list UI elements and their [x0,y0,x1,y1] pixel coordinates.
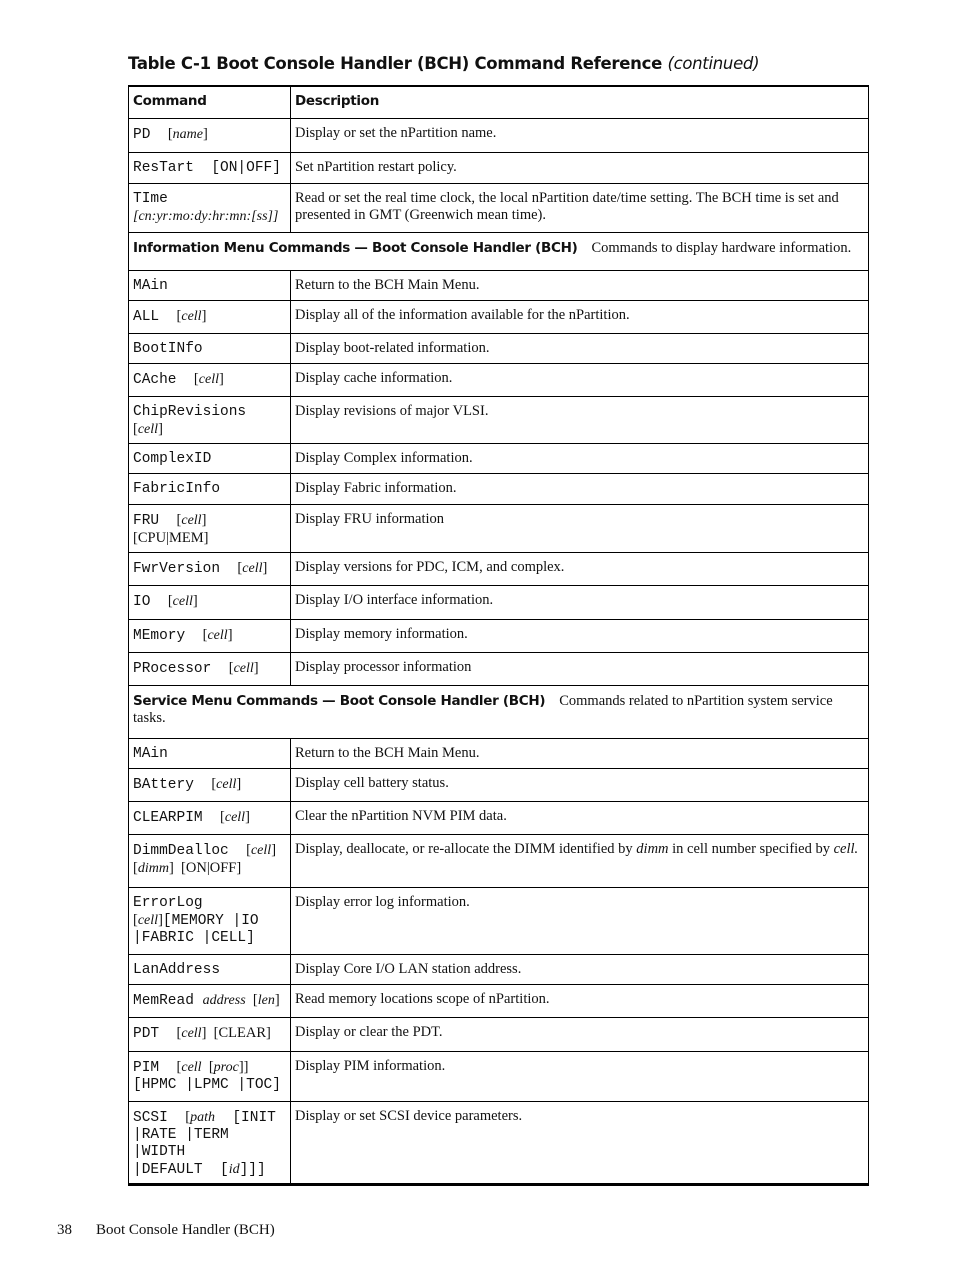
command-cell [129,552,291,585]
command-text: ] [ [133,841,277,876]
command-text: PD [133,126,168,143]
description-cell [291,118,869,152]
command-cell [129,396,291,443]
command-argument: cell [207,627,228,643]
section-header-row [129,685,869,738]
command-text: [ [176,307,182,324]
description-text: Display error log information. [295,893,470,910]
header-command: Command [129,86,291,118]
command-text: [ [167,592,173,609]
command-text: BAttery [133,776,212,793]
description-text: Read memory locations scope of nPartition. [295,990,550,1007]
command-text: ] [158,420,163,437]
table-row [129,1101,869,1184]
description-cell [291,152,869,183]
table-row [129,738,869,768]
page-number: 38 [57,1222,72,1238]
table-row [129,954,869,984]
table-row [129,834,869,887]
command-argument: cell [250,842,272,858]
table-row [129,652,869,685]
section-title: Service Menu Commands — Boot Console Handler (BCH) [133,692,546,709]
table-row [129,1017,869,1051]
command-text: ] [CLEAR] [201,1024,271,1041]
description-text: Display or set the nPartition name. [295,124,497,141]
command-cell [129,1017,291,1051]
description-text: Display memory information. [295,625,468,642]
description-text: Display cell battery status. [295,774,449,791]
command-cell [129,333,291,363]
command-text: [ [133,911,138,928]
table-row [129,363,869,396]
command-text: [ [228,659,234,676]
command-text: [ [176,1058,182,1075]
command-cell [129,887,291,954]
command-cell [129,118,291,152]
description-text: Display FRU information [295,510,445,527]
command-cell [129,504,291,552]
command-cell [129,801,291,834]
command-text: [ [202,626,208,643]
command-cell [129,652,291,685]
command-argument: cell [242,560,263,576]
command-argument: name [172,126,203,142]
command-text: ]] [238,1058,249,1075]
command-cell [129,152,291,183]
command-argument: cell [172,593,193,609]
description-cell [291,473,869,504]
description-cell [291,585,869,619]
command-argument: cell [181,308,202,324]
description-text: Display, deallocate, or re-allocate the DIMM identified by [295,840,637,857]
table-row [129,552,869,585]
table-row [129,473,869,504]
command-text: [ [245,991,258,1008]
command-argument: proc [213,1059,239,1075]
description-cell [291,652,869,685]
command-text: ResTart [ON|OFF] [133,159,281,176]
description-text: Display Fabric information. [295,479,457,496]
command-text: CLEARPIM [133,809,221,826]
command-cell [129,1051,291,1101]
table-continued-label: (continued) [667,54,760,73]
command-text: DimmDealloc [133,842,247,859]
command-text: [HPMC |LPMC |TOC] [133,1076,281,1093]
command-cell [129,984,291,1017]
command-argument: id [228,1161,240,1177]
description-cell [291,954,869,984]
command-text: FwrVersion [133,560,238,577]
description-text: Return to the BCH Main Menu. [295,276,480,293]
command-text: MemRead [133,992,203,1009]
table-row [129,768,869,801]
command-text: ] [202,125,208,142]
description-emphasis: cell. [833,840,859,857]
command-argument: cell [181,1025,202,1041]
table-title: Table C-1 Boot Console Handler (BCH) Command Reference [128,54,662,73]
bch-command-table [128,85,869,1186]
description-text: Read or set the real time clock, the local nPartition date/time setting. The BCH time is set and presented in GMT (Greenwich mean time). [295,189,839,223]
command-cell [129,270,291,300]
command-text: ErrorLog [133,894,203,911]
command-argument: cell [137,421,159,437]
section-description: Commands to display hardware information. [591,239,852,256]
command-cell [129,768,291,801]
command-text: LanAddress [133,961,221,978]
table-row [129,152,869,183]
description-text: Display all of the information available for the nPartition. [295,306,630,323]
section-header-cell [129,685,869,738]
table-row [129,300,869,333]
command-text: BootINfo [133,340,203,357]
table-row [129,1051,869,1101]
description-cell [291,1017,869,1051]
command-text: ] [ON|OFF] [168,859,242,876]
command-cell [129,834,291,887]
command-text: ] [158,911,163,928]
command-text: MAin [133,745,168,762]
command-text: ] [253,659,259,676]
command-text: ALL [133,308,177,325]
table-header-row [129,86,869,118]
command-text: [ [211,775,217,792]
command-argument: cell [224,809,246,825]
command-text: ]]] [239,1161,266,1178]
description-cell [291,619,869,652]
section-title: Information Menu Commands — Boot Console Handler (BCH) [133,239,578,256]
command-argument: len [257,992,275,1008]
command-text: [ [201,1058,214,1075]
command-argument: address [202,992,246,1008]
command-text: [ [185,1108,191,1125]
description-text: Display I/O interface information. [295,591,494,608]
command-cell [129,738,291,768]
description-cell [291,396,869,443]
command-text: [ [193,370,199,387]
table-body [129,118,869,1184]
description-cell [291,300,869,333]
command-text: TIme [133,190,168,207]
description-cell [291,183,869,232]
command-argument: cell [233,660,254,676]
command-argument: dimm [137,860,169,876]
command-text: SCSI [133,1109,186,1126]
description-text: Display revisions of major VLSI. [295,402,489,419]
command-argument: cell [137,912,159,928]
command-text: [ [133,420,138,437]
table-row [129,984,869,1017]
table-row [129,887,869,954]
table-row [129,270,869,300]
command-text: PDT [133,1025,177,1042]
command-text: MAin [133,277,168,294]
table-row [129,396,869,443]
description-cell [291,738,869,768]
command-text: ] [218,370,224,387]
table-row [129,619,869,652]
command-text: MEmory [133,627,203,644]
command-argument: [cn:yr:mo:dy:hr:mn:[ss]] [133,208,279,224]
description-emphasis: dimm [636,840,669,857]
description-text: Set nPartition restart policy. [295,158,457,175]
page-footer [57,1222,275,1239]
command-text: ] [201,307,207,324]
command-cell [129,183,291,232]
description-cell [291,333,869,363]
command-text: FabricInfo [133,480,221,497]
description-cell [291,834,869,887]
command-text: ] [245,808,250,825]
footer-title: Boot Console Handler (BCH) [96,1222,275,1238]
command-cell [129,363,291,396]
table-row [129,801,869,834]
description-text: Clear the nPartition NVM PIM data. [295,807,507,824]
description-text: Display or set SCSI device parameters. [295,1107,523,1124]
command-text: [ [167,125,173,142]
table-row [129,333,869,363]
command-text: [ [176,1024,182,1041]
command-cell [129,619,291,652]
description-cell [291,552,869,585]
description-text: Display Core I/O LAN station address. [295,960,522,977]
table-row [129,504,869,552]
description-cell [291,270,869,300]
command-text: ] [236,775,242,792]
command-cell [129,473,291,504]
command-text: PIM [133,1059,177,1076]
command-text: [ [237,559,243,576]
command-text: FRU [133,512,177,529]
table-row [129,443,869,473]
description-text: Display boot-related information. [295,339,490,356]
command-text: ] [274,991,280,1008]
section-description: Commands related to nPartition system service tasks. [133,692,833,726]
command-argument: cell [181,512,202,528]
description-text: Display versions for PDC, ICM, and complex. [295,558,565,575]
description-cell [291,801,869,834]
command-text: ] [CPU|MEM] [133,511,214,546]
command-text: ] [227,626,233,643]
command-cell [129,1101,291,1184]
description-text: Display PIM information. [295,1057,446,1074]
description-text: Display or clear the PDT. [295,1023,443,1040]
command-cell [129,954,291,984]
description-cell [291,1101,869,1184]
header-description: Description [291,86,869,118]
command-text: IO [133,593,168,610]
table-row [129,585,869,619]
command-text: [MEMORY |IO |FABRIC |CELL] [133,912,259,946]
description-cell [291,443,869,473]
section-header-cell [129,232,869,270]
command-cell [129,443,291,473]
command-argument: cell [216,776,237,792]
command-argument: cell [181,1059,202,1075]
table-caption [128,54,759,73]
description-text: Return to the BCH Main Menu. [295,744,480,761]
command-text: [ [220,808,225,825]
command-text: PRocessor [133,660,229,677]
command-text: CAche [133,371,194,388]
description-text: Display Complex information. [295,449,473,466]
description-cell [291,363,869,396]
description-cell [291,1051,869,1101]
description-cell [291,504,869,552]
command-text: [ [176,511,182,528]
description-text: Display cache information. [295,369,453,386]
command-text: ChipRevisions [133,403,264,420]
description-cell [291,887,869,954]
description-text: in cell number specified by [668,840,834,857]
table-row [129,183,869,232]
table-row [129,118,869,152]
description-text: Display processor information [295,658,472,675]
description-cell [291,984,869,1017]
section-header-row [129,232,869,270]
command-text: [INIT |RATE |TERM |WIDTH |DEFAULT [ [133,1109,276,1178]
command-text: [ [246,841,251,858]
command-argument: cell [198,371,219,387]
command-cell [129,585,291,619]
description-cell [291,768,869,801]
command-argument: path [190,1109,215,1125]
command-cell [129,300,291,333]
command-text: ] [262,559,268,576]
command-text: ComplexID [133,450,212,467]
command-text: ] [192,592,198,609]
